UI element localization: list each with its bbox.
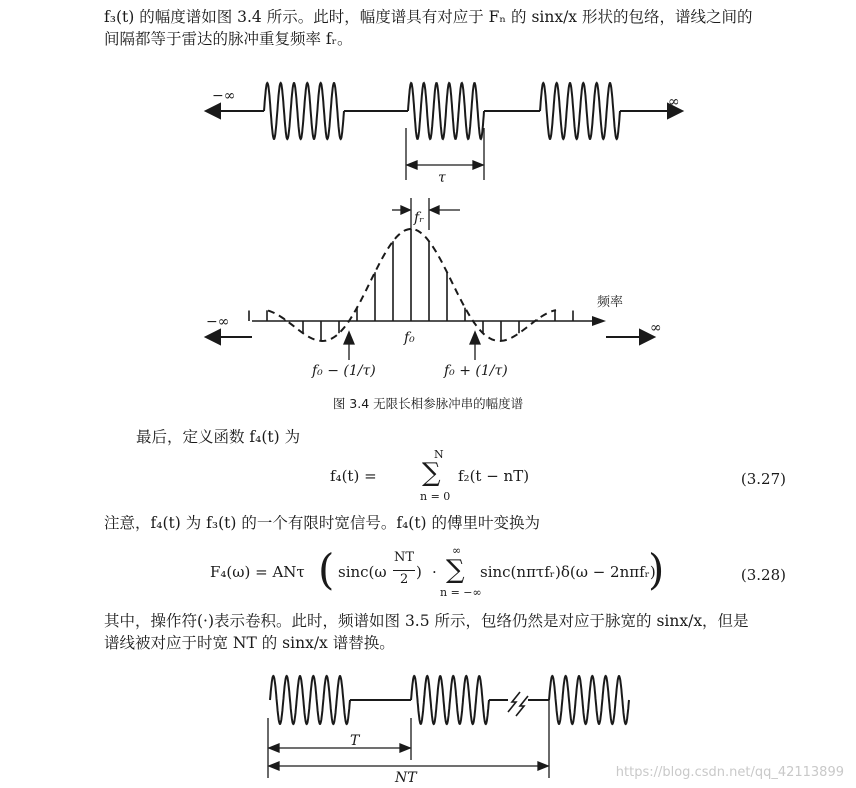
eq328-lhs: F₄(ω) = ANτ (210, 563, 305, 581)
paragraph-intro-line2: 间隔都等于雷达的脉冲重复频率 fᵣ。 (104, 30, 353, 48)
paragraph-convolution (104, 610, 749, 654)
f0-plus-arrow (470, 332, 480, 360)
eq328-sum-symbol: ∑ (446, 555, 465, 585)
eq328-close: ) (416, 563, 422, 581)
finite-pulse-train-figure (270, 676, 629, 724)
break-mark (508, 692, 528, 716)
eq328-sum-bottom: n = −∞ (440, 586, 482, 599)
eq328-dot: · (432, 563, 437, 581)
eq327-rhs: f₂(t − nT) (458, 467, 530, 485)
f0-plus-label: f₀ + (1/τ) (444, 363, 508, 379)
right-arrow-spectrum (606, 330, 654, 344)
eq327-sum-top: N (434, 448, 444, 461)
eq327-sum-symbol: ∑ (422, 458, 441, 488)
T-dimension (268, 700, 549, 778)
T-label: T (350, 733, 360, 749)
paragraph-convolution-line1: 其中，操作符(·)表示卷积。此时，频谱如图 3.5 所示，包络仍然是对应于脉宽的 sinx/x，但是 (104, 612, 749, 630)
eq327-lhs: f₄(t) = (330, 467, 377, 485)
f0-minus-label: f₀ − (1/τ) (312, 363, 376, 379)
left-arrow-top (206, 104, 252, 118)
sinc-envelope (268, 229, 556, 341)
eq328-number: (3.28) (740, 566, 786, 584)
eq327-sum-bottom: n = 0 (420, 490, 451, 503)
finite-pulse-train-waves (270, 676, 629, 724)
frequency-axis-arrow (592, 316, 606, 326)
paragraph-define: 最后，定义函数 f₄(t) 为 (136, 428, 301, 446)
paragraph-fourier: 注意，f₄(t) 为 f₃(t) 的一个有限时宽信号。f₄(t) 的傅里叶变换为 (104, 514, 541, 532)
paragraph-convolution-line2: 谱线被对应于时宽 NT 的 sinx/x 谱替换。 (104, 634, 395, 652)
plus-inf-spectrum: ∞ (650, 320, 662, 336)
eq327-number: (3.27) (740, 470, 786, 488)
spectrum-figure (249, 229, 606, 341)
eq328-sum-top: ∞ (452, 544, 462, 557)
f0-label: f₀ (404, 330, 415, 346)
eq328-rhs: sinc(nπτfᵣ)δ(ω − 2nπfᵣ) (480, 563, 656, 581)
minus-inf-top: −∞ (212, 88, 236, 104)
left-arrow-spectrum (206, 330, 252, 344)
NT-label: NT (395, 770, 417, 786)
figure-caption: 图 3.4 无限长相参脉冲串的幅度谱 (332, 396, 524, 411)
eq328-frac-num: NT (394, 550, 415, 565)
tau-label: τ (438, 170, 446, 186)
minus-inf-spectrum: −∞ (206, 314, 230, 330)
eq328-open-paren: ( (318, 545, 335, 594)
pulse-train-waves (264, 83, 620, 139)
eq328-close-paren: ) (648, 545, 665, 594)
eq328-frac-den: 2 (400, 572, 409, 587)
fr-dimension (392, 198, 460, 230)
pulse-train-figure (252, 83, 636, 139)
spectral-lines (249, 229, 573, 341)
plus-inf-top: ∞ (668, 94, 680, 110)
paragraph-intro-line1: f₃(t) 的幅度谱如图 3.4 所示。此时，幅度谱具有对应于 Fₙ 的 sinx/x 形状的包络，谱线之间的 (104, 8, 753, 26)
eq328-sinc: sinc(ω (338, 563, 387, 581)
f0-minus-arrow (344, 332, 354, 360)
eq328-frac-bar (393, 570, 415, 571)
frequency-label: 频率 (597, 295, 624, 310)
fr-label: fᵣ (414, 210, 425, 226)
watermark: https://blog.csdn.net/qq_42113899 (615, 765, 844, 780)
